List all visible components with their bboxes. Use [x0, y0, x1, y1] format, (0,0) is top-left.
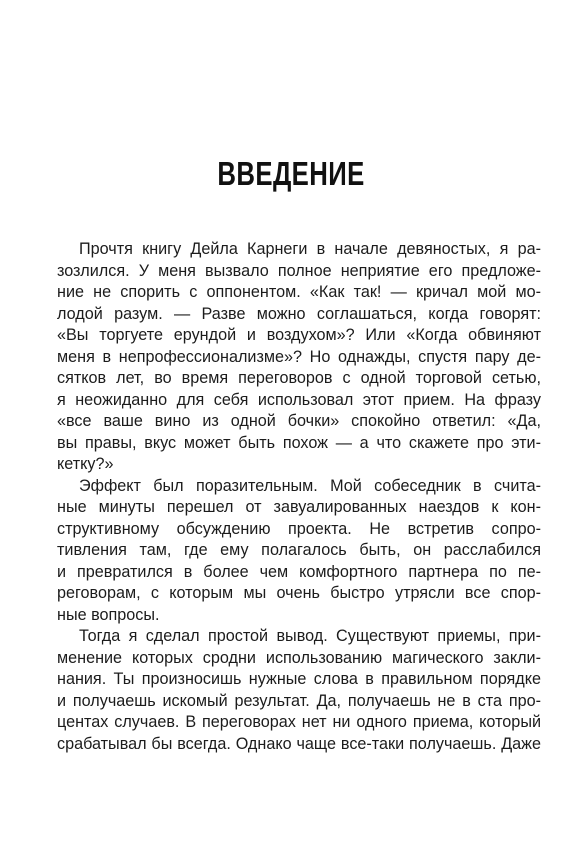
- text-line: и превратился в более чем комфортного партнера по пе-: [57, 562, 541, 581]
- text-line: ние не спорить с оппонентом. «Как так! — кричал мой мо-: [57, 283, 541, 301]
- chapter-title: ВВЕДЕНИЕ: [217, 155, 365, 192]
- text-line: ные вопросы.: [57, 605, 160, 624]
- text-line: зозлился. У меня вызвало полное неприятие его предложе-: [57, 261, 541, 280]
- text-line: Эффект был поразительным. Мой собеседник в счита-: [79, 476, 541, 495]
- text-line: тивления там, где ему полагалось быть, он расслабился: [57, 541, 541, 559]
- text-line: менение которых сродни использованию магического закли-: [57, 648, 541, 667]
- chapter-body: [57, 239, 541, 755]
- text-line: срабатывал бы всегда. Однако чаще все-таки получаешь. Даже: [57, 734, 541, 753]
- text-line: лодой разум. — Разве можно соглашаться, когда говорят:: [57, 304, 541, 323]
- text-line: ные минуты перешел от завуалированных наездов к кон-: [57, 498, 541, 516]
- text-line: Тогда я сделал простой вывод. Существуют приемы, при-: [79, 627, 541, 645]
- text-line: «Вы торгуете ерундой и воздухом»? Или «Когда обвиняют: [57, 326, 541, 344]
- text-line: «все ваше вино из одной бочки» спокойно ответил: «Да,: [57, 412, 541, 430]
- paragraph: [57, 476, 541, 627]
- paragraph: [57, 239, 541, 476]
- text-line: реговорам, с которым мы очень быстро утрясли все спор-: [57, 584, 541, 602]
- text-line: структивному обсуждению проекта. Не встретив сопро-: [57, 519, 541, 538]
- text-line: кетку?»: [57, 455, 114, 473]
- text-line: я неожиданно для себя использовал этот прием. На фразу: [57, 390, 541, 409]
- text-line: нания. Ты произносишь нужные слова в правильном порядке: [57, 670, 541, 688]
- text-line: вы правы, вкус может быть похож — а что скажете про эти-: [57, 433, 541, 452]
- paragraph: [57, 626, 541, 755]
- text-line: и получаешь искомый результат. Да, получаешь не в ста про-: [57, 691, 541, 710]
- text-line: Прочтя книгу Дейла Карнеги в начале девяностых, я ра-: [79, 240, 541, 258]
- text-line: меня в непрофессионализме»? Но однажды, спустя пару де-: [57, 347, 541, 366]
- text-line: центах случаев. В переговорах нет ни одного приема, который: [57, 713, 541, 731]
- text-line: сятков лет, во время переговоров с одной торговой сетью,: [57, 369, 541, 387]
